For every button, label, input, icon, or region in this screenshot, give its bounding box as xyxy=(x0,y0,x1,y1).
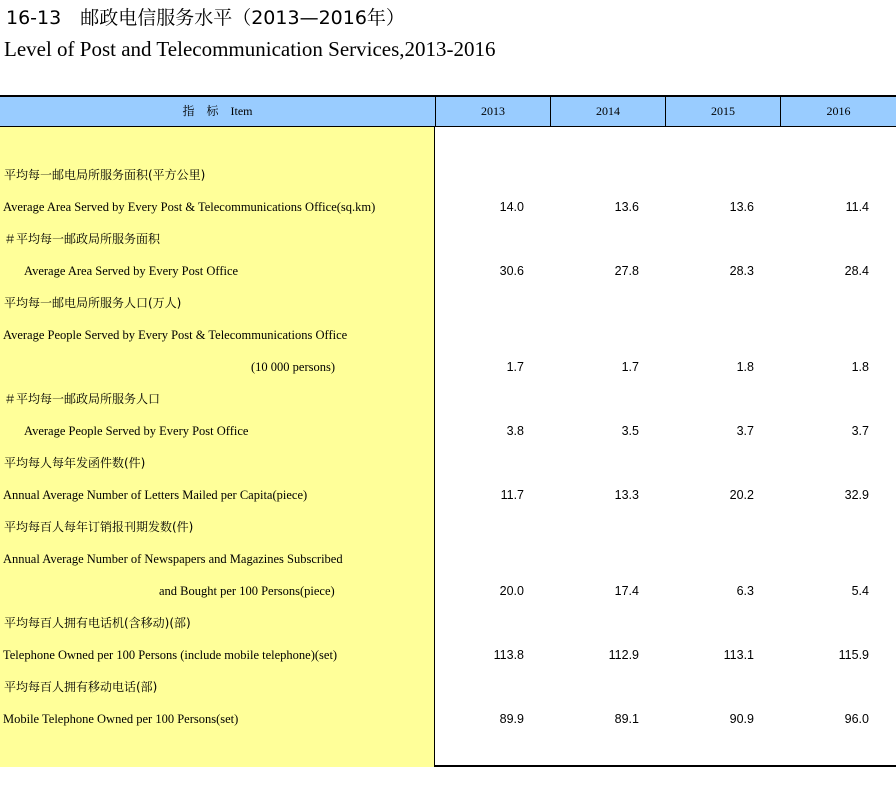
value-cell-2015: 113.1 xyxy=(723,648,754,662)
table-row xyxy=(0,709,896,729)
table-row xyxy=(0,197,896,217)
row-label: 平均每一邮电局所服务面积(平方公里) xyxy=(4,168,206,182)
header-year-2014: 2014 xyxy=(550,97,665,126)
value-cell-2014: 13.3 xyxy=(614,488,639,502)
value-cell-2013: 14.0 xyxy=(499,200,524,214)
row-label: 平均每人每年发函件数(件) xyxy=(4,456,146,470)
row-label: Average People Served by Every Post & Telecommunications Office xyxy=(3,328,348,342)
table-row xyxy=(0,549,896,569)
table-title-cn: 16-13 邮政电信服务水平（2013—2016年） xyxy=(6,7,405,29)
row-label: Average Area Served by Every Post & Telecommunications Office(sq.km) xyxy=(3,200,376,214)
row-label: Telephone Owned per 100 Persons (include mobile telephone)(set) xyxy=(3,648,338,662)
value-cell-2016: 11.4 xyxy=(845,200,869,214)
table-title-en: Level of Post and Telecommunication Services,2013-2016 xyxy=(4,37,496,61)
table-row xyxy=(0,485,896,505)
table-row xyxy=(0,293,896,313)
row-label: (10 000 persons) xyxy=(251,360,336,374)
header-year-2013: 2013 xyxy=(435,97,550,126)
value-cell-2014: 89.1 xyxy=(614,712,639,726)
row-label: Mobile Telephone Owned per 100 Persons(set) xyxy=(3,712,239,726)
row-label: and Bought per 100 Persons(piece) xyxy=(159,584,335,598)
value-cell-2013: 30.6 xyxy=(499,264,524,278)
value-cell-2013: 89.9 xyxy=(499,712,524,726)
row-label: Average People Served by Every Post Office xyxy=(24,424,249,438)
value-cell-2016: 5.4 xyxy=(851,584,869,598)
row-label: Annual Average Number of Newspapers and Magazines Subscribed xyxy=(3,552,343,566)
table-row xyxy=(0,677,896,697)
value-cell-2016: 1.8 xyxy=(851,360,869,374)
row-label: 平均每百人每年订销报刊期发数(件) xyxy=(4,520,194,534)
table-row xyxy=(0,581,896,601)
value-cell-2014: 27.8 xyxy=(614,264,639,278)
row-label: Annual Average Number of Letters Mailed per Capita(piece) xyxy=(3,488,308,502)
table-row xyxy=(0,645,896,665)
value-cell-2016: 28.4 xyxy=(844,264,869,278)
table-row xyxy=(0,453,896,473)
table-row xyxy=(0,261,896,281)
row-label: 平均每一邮电局所服务人口(万人) xyxy=(4,296,182,310)
value-cell-2014: 112.9 xyxy=(608,648,639,662)
value-cell-2016: 96.0 xyxy=(844,712,869,726)
table-row xyxy=(0,613,896,633)
value-cell-2016: 32.9 xyxy=(844,488,869,502)
value-cell-2013: 113.8 xyxy=(493,648,524,662)
table-header xyxy=(0,97,896,127)
value-cell-2013: 20.0 xyxy=(499,584,524,598)
row-label: ＃平均每一邮政局所服务面积 xyxy=(4,232,161,246)
row-label: 平均每百人拥有移动电话(部) xyxy=(4,680,158,694)
value-cell-2016: 115.9 xyxy=(838,648,869,662)
item-column xyxy=(0,127,435,767)
row-label: 平均每百人拥有电话机(含移动)(部) xyxy=(4,616,191,630)
value-cell-2014: 13.6 xyxy=(614,200,639,214)
table-row xyxy=(0,421,896,441)
row-label: Average Area Served by Every Post Office xyxy=(24,264,239,278)
value-cell-2014: 1.7 xyxy=(621,360,639,374)
table-row xyxy=(0,165,896,185)
row-label: ＃平均每一邮政局所服务人口 xyxy=(4,392,161,406)
value-cell-2013: 3.8 xyxy=(506,424,524,438)
header-item: 指 标 Item xyxy=(182,104,253,118)
header-year-2016: 2016 xyxy=(780,97,896,126)
value-cell-2015: 3.7 xyxy=(736,424,754,438)
value-cell-2013: 1.7 xyxy=(506,360,524,374)
value-cell-2016: 3.7 xyxy=(851,424,869,438)
table-row xyxy=(0,229,896,249)
value-cell-2014: 17.4 xyxy=(614,584,639,598)
table-row xyxy=(0,325,896,345)
value-cell-2013: 11.7 xyxy=(500,488,524,502)
value-cell-2014: 3.5 xyxy=(621,424,639,438)
header-year-2015: 2015 xyxy=(665,97,780,126)
table-row xyxy=(0,517,896,537)
value-cell-2015: 13.6 xyxy=(729,200,754,214)
table-row xyxy=(0,389,896,409)
value-cell-2015: 6.3 xyxy=(736,584,754,598)
value-cell-2015: 90.9 xyxy=(729,712,754,726)
table-row xyxy=(0,357,896,377)
value-cell-2015: 1.8 xyxy=(736,360,754,374)
statistics-table xyxy=(0,95,896,767)
value-cell-2015: 28.3 xyxy=(729,264,754,278)
value-cell-2015: 20.2 xyxy=(729,488,754,502)
